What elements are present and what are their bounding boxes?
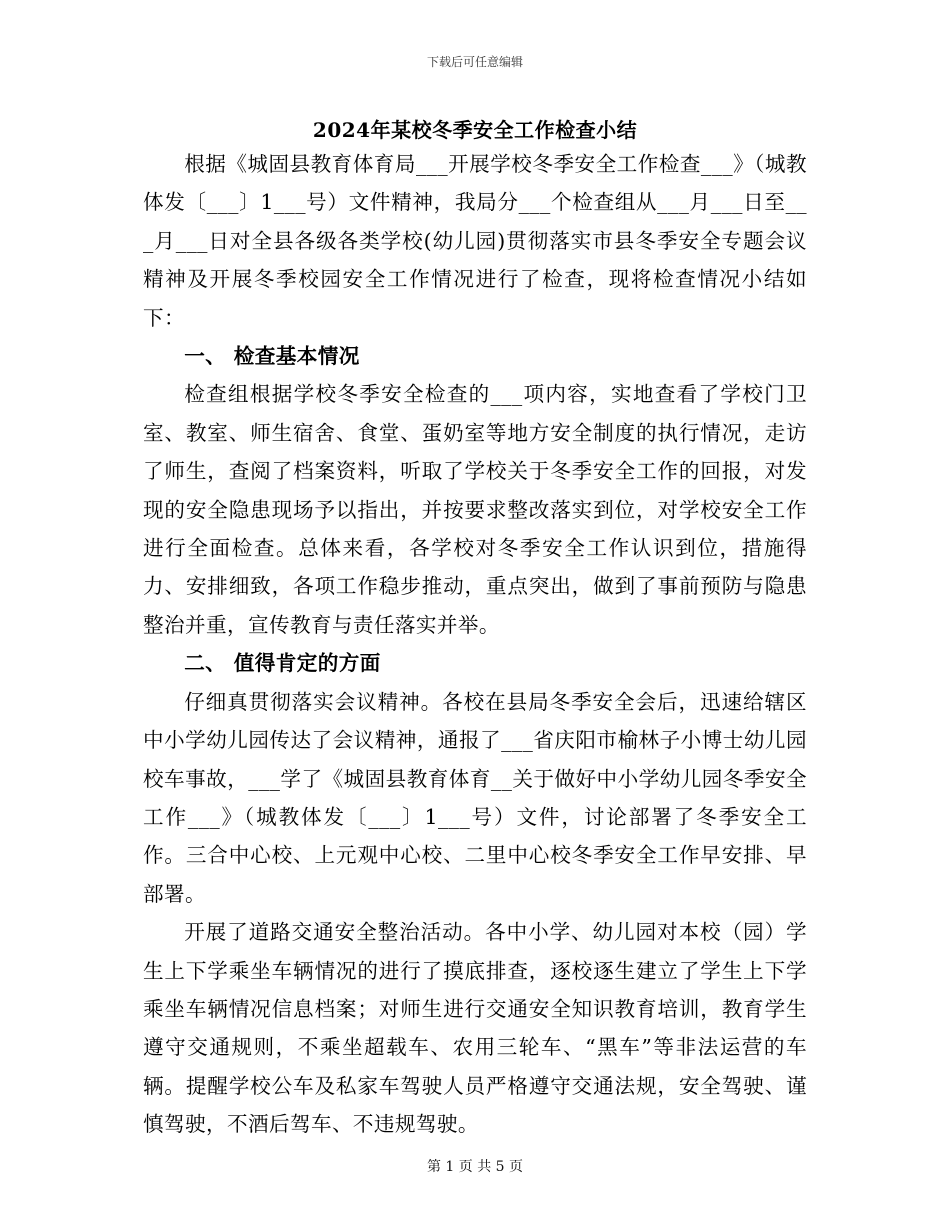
document-body — [143, 145, 807, 1144]
section-heading-inspection-overview: 一、 检查基本情况 — [184, 344, 360, 369]
section-paragraph: 开展了道路交通安全整治活动。各中小学、幼儿园对本校（园）学生上下学乘坐车辆情况的进行了摸底排查，逐校逐生建立了学生上下学乘坐车辆情况信息档案；对师生进行交通安全知识教育培训，教育学生遵守交通规则，不乘坐超载车、农用三轮车、“黑车”等非法运营的车辆。提醒学校公车及私家车驾驶人员严格遵守交通法规，安全驾驶、谨慎驾驶，不酒后驾车、不违规驾驶。 — [143, 920, 807, 1137]
intro-paragraph: 根据《城固县教育体育局___开展学校冬季安全工作检查___》（城教体发〔___〕1___号）文件精神，我局分___个检查组从___月___日至___月___日对全县各级各类学校(幼儿园)贯彻落实市县冬季安全专题会议精神及开展冬季校园安全工作情况进行了检查，现将检查情况小结如下： — [143, 152, 807, 330]
section-paragraph: 检查组根据学校冬季安全检查的___项内容，实地查看了学校门卫室、教室、师生宿舍、食堂、蛋奶室等地方安全制度的执行情况，走访了师生，查阅了档案资料，听取了学校关于冬季安全工作的回报，对发现的安全隐患现场予以指出，并按要求整改落实到位，对学校安全工作进行全面检查。总体来看，各学校对冬季安全工作认识到位，措施得力、安排细致，各项工作稳步推动，重点突出，做到了事前预防与隐患整治并重，宣传教育与责任落实并举。 — [143, 382, 807, 637]
section-paragraph: 仔细真贯彻落实会议精神。各校在县局冬季安全会后，迅速给辖区中小学幼儿园传达了会议精神，通报了___省庆阳市榆林子小博士幼儿园校车事故，___学了《城固县教育体育__关于做好中小学幼儿园冬季安全工作___》（城教体发〔___〕1___号）文件，讨论部署了冬季安全工作。三合中心校、上元观中心校、二里中心校冬季安全工作早安排、早部署。 — [143, 689, 807, 906]
page-header-note: 下载后可任意编辑 — [426, 55, 523, 69]
document-title: 2024年某校冬季安全工作检查小结 — [312, 118, 638, 142]
page-number-footer: 第 1 页 共 5 页 — [426, 1159, 524, 1175]
section-heading-commendable-aspects: 二、 值得肯定的方面 — [184, 651, 381, 676]
